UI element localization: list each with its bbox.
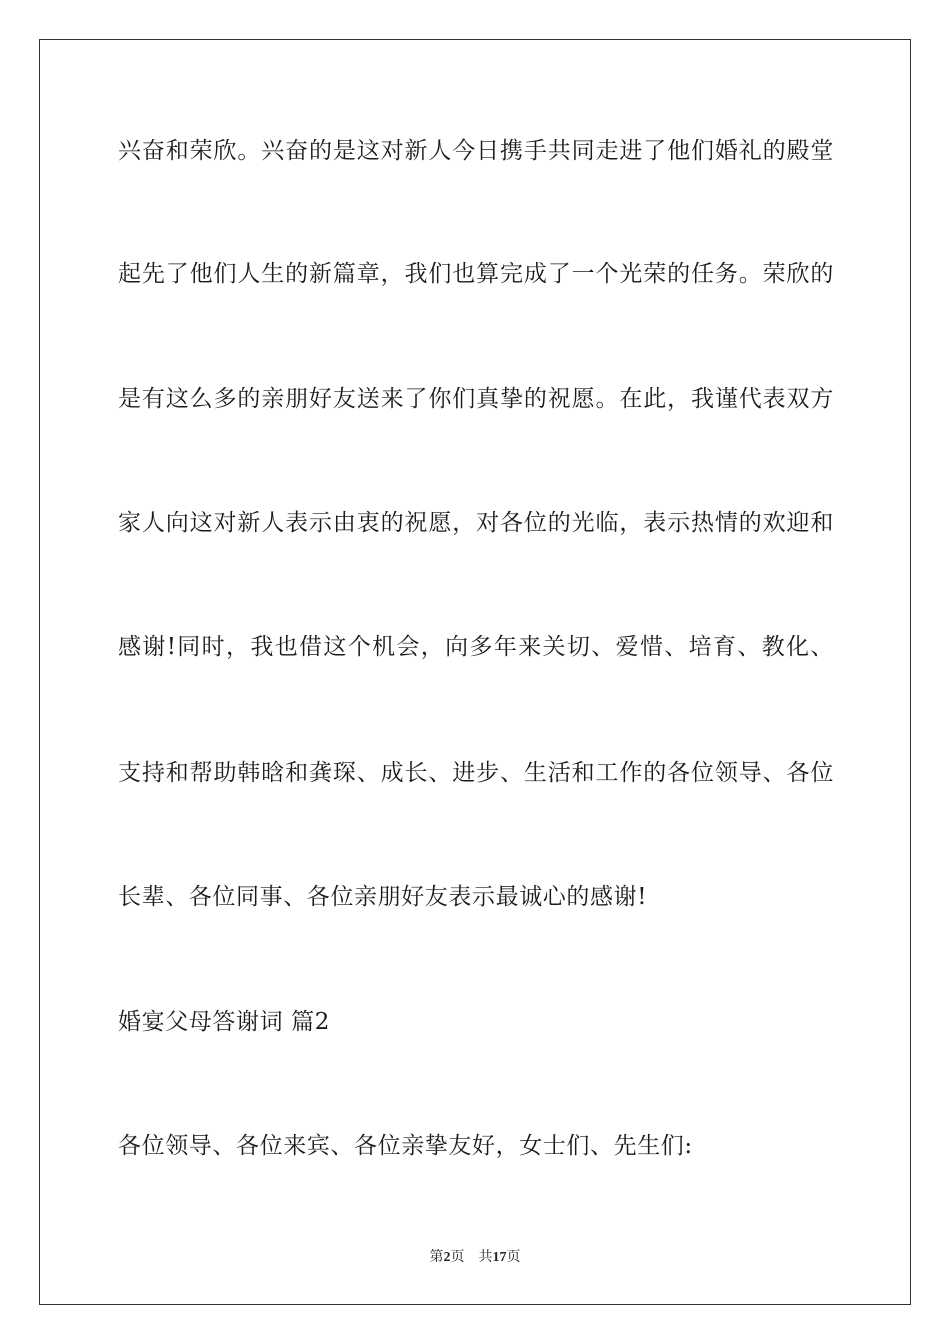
page-suffix: 页 bbox=[450, 1249, 465, 1265]
salutation-line: 各位领导、各位来宾、各位亲挚友好，女士们、先生们: bbox=[118, 1133, 693, 1159]
body-line-6: 支持和帮助韩晗和龚琛、成长、进步、生活和工作的各位领导、各位 bbox=[118, 760, 834, 786]
body-line-5: 感谢!同时，我也借这个机会，向多年来关切、爱惜、培育、教化、 bbox=[118, 634, 834, 660]
section-heading: 婚宴父母答谢词 篇2 bbox=[118, 1009, 330, 1035]
body-line-4: 家人向这对新人表示由衷的祝愿，对各位的光临，表示热情的欢迎和 bbox=[118, 510, 834, 536]
page-current: 2 bbox=[443, 1250, 451, 1265]
page-total: 17 bbox=[492, 1250, 507, 1265]
page-footer bbox=[0, 1247, 950, 1268]
total-prefix: 共 bbox=[478, 1249, 493, 1265]
page-prefix: 第 bbox=[429, 1249, 444, 1265]
body-line-7: 长辈、各位同事、各位亲朋好友表示最诚心的感谢! bbox=[118, 884, 648, 910]
total-suffix: 页 bbox=[506, 1249, 521, 1265]
page-frame bbox=[39, 39, 911, 1305]
body-line-2: 起先了他们人生的新篇章，我们也算完成了一个光荣的任务。荣欣的 bbox=[118, 261, 834, 287]
body-line-3: 是有这么多的亲朋好友送来了你们真挚的祝愿。在此，我谨代表双方 bbox=[118, 386, 834, 412]
body-line-1: 兴奋和荣欣。兴奋的是这对新人今日携手共同走进了他们婚礼的殿堂 bbox=[118, 138, 834, 164]
